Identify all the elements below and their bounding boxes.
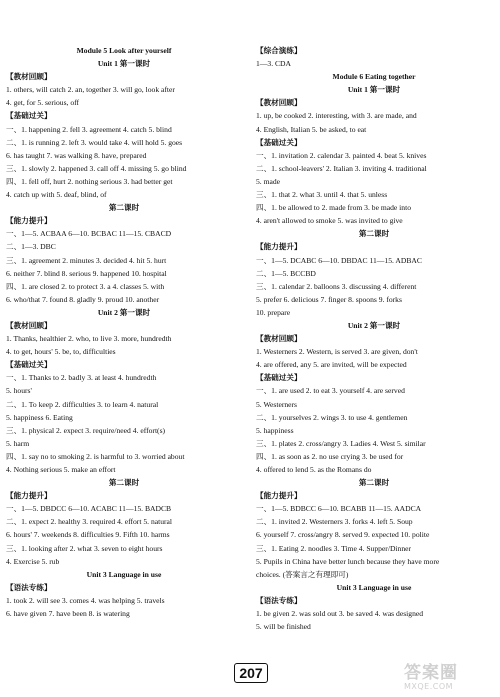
answer-line: 三、1. slowly 2. happened 3. call off 4. missing 5. go blind (6, 163, 187, 173)
answer-line: 4. catch up with 5. deaf, blind, of (6, 190, 107, 200)
section-title: Unit 3 Language in use (86, 569, 162, 579)
answer-line: 4. are offered, any 5. are invited, will be expected (256, 360, 407, 370)
answer-line: 1. others, will catch 2. an, together 3. will go, look after (6, 85, 175, 95)
answer-line: 6. hours' 7. weekends 8. difficulties 9. Fifth 10. harms (6, 530, 170, 540)
answer-line: 二、1. expect 2. healthy 3. required 4. effort 5. natural (6, 517, 173, 527)
answer-line: 二、1—5. BCCBD (256, 268, 316, 278)
right-answer-column (256, 44, 492, 633)
watermark-url: MXQE.COM (404, 682, 454, 691)
answer-line: 二、1. is running 2. left 3. would take 4. will hold 5. goes (6, 137, 183, 147)
answer-line: 一、1. happening 2. fell 3. agreement 4. catch 5. blind (6, 124, 172, 134)
answer-line: 四、1. be allowed to 2. made from 3. be made into (256, 203, 412, 213)
section-title: Unit 3 Language in use (336, 582, 412, 592)
answer-line: 5. hours' (6, 386, 32, 396)
answer-line: 6. yourself 7. cross/angry 8. served 9. expected 10. polite (256, 530, 430, 540)
answer-line: 二、1. school-leavers' 2. Italian 3. inviting 4. traditional (256, 163, 427, 173)
answer-line: 三、1. that 2. what 3. until 4. that 5. unless (256, 190, 388, 200)
answer-line: 1. took 2. will see 3. comes 4. was helping 5. travels (6, 595, 165, 605)
left-answer-column (6, 44, 242, 620)
answer-line: 6. has taught 7. was walking 8. have, prepared (6, 150, 147, 160)
answer-line: 三、1. looking after 2. what 3. seven to eight hours (6, 543, 163, 553)
answer-line: 6. neither 7. blind 8. serious 9. happened 10. hospital (6, 268, 167, 278)
page-number: 207 (234, 663, 268, 683)
section-header: 【能力提升】 (256, 491, 302, 501)
section-header: 【语法专练】 (6, 582, 52, 592)
answer-line: 三、1. Eating 2. noodles 3. Time 4. Supper/Dinner (256, 543, 412, 553)
answer-line: 6. have given 7. have been 8. is watering (6, 609, 130, 619)
answer-line: 二、1—3. DBC (6, 242, 56, 252)
answer-line: 5. happiness 6. Eating (6, 412, 73, 422)
answer-line: 四、1. say no to smoking 2. is harmful to 3. worried about (6, 451, 185, 461)
answer-line: 四、1. as soon as 2. no use crying 3. be used for (256, 451, 404, 461)
section-title: Unit 1 第一课时 (97, 59, 151, 69)
answer-line: 四、1. are closed 2. to protect 3. a 4. classes 5. with (6, 281, 165, 291)
answer-line: 三、1. plates 2. cross/angry 3. Ladies 4. West 5. similar (256, 438, 426, 448)
section-title: Unit 2 第一课时 (347, 320, 401, 330)
answer-line: 4. to get, hours' 5. be, to, difficulties (6, 347, 116, 357)
answer-line: choices. (答案言之有理即可) (256, 569, 349, 579)
answer-line: 四、1. fell off, hurt 2. nothing serious 3. had better get (6, 176, 173, 186)
answer-line: 二、1. invited 2. Westerners 3. forks 4. left 5. Soup (256, 517, 413, 527)
section-header: 【基础过关】 (256, 137, 302, 147)
section-title: 第二课时 (108, 478, 140, 488)
answer-line: 10. prepare (256, 307, 291, 317)
answer-line: 一、1. Thanks to 2. badly 3. at least 4. hundredth (6, 373, 157, 383)
answer-line: 4. aren't allowed to smoke 5. was invited to give (256, 216, 403, 226)
answer-line: 一、1—5. BDBCC 6—10. BCABB 11—15. AADCA (256, 504, 422, 514)
answer-line: 三、1. physical 2. expect 3. require/need 4. effort(s) (6, 425, 166, 435)
answer-line: 1. Thanks, healthier 2. who, to live 3. more, hundredth (6, 334, 172, 344)
answer-line: 6. who/that 7. found 8. gladly 9. proud 10. another (6, 294, 160, 304)
answer-line: 5. happiness (256, 425, 294, 435)
section-header: 【基础过关】 (6, 360, 52, 370)
answer-line: 5. made (256, 176, 281, 186)
section-title: 第二课时 (358, 229, 390, 239)
answer-line: 1. up, be cooked 2. interesting, with 3. are made, and (256, 111, 417, 121)
answer-line: 一、1. are used 2. to eat 3. yourself 4. are served (256, 386, 405, 396)
answer-line: 1. be given 2. was sold out 3. be saved 4. was designed (256, 609, 424, 619)
answer-line: 5. will be finished (256, 622, 311, 632)
answer-line: 5. Westerners (256, 399, 298, 409)
answer-line: 1. Westerners 2. Western, is served 3. are given, don't (256, 347, 418, 357)
answer-line: 4. Exercise 5. rub (6, 556, 60, 566)
answer-line: 4. English, Italian 5. be asked, to eat (256, 124, 367, 134)
section-header: 【能力提升】 (256, 242, 302, 252)
section-title: 第二课时 (358, 478, 390, 488)
section-title: 第二课时 (108, 203, 140, 213)
answer-line: 一、1—5. ACBAA 6—10. BCBAC 11—15. CBACD (6, 229, 172, 239)
answer-line: 二、1. To keep 2. difficulties 3. to learn 4. natural (6, 399, 159, 409)
answer-line: 1—3. CDA (256, 59, 292, 69)
section-header: 【教材回顾】 (256, 98, 302, 108)
section-header: 【综合演练】 (256, 46, 302, 55)
answer-line: 三、1. agreement 2. minutes 3. decided 4. hit 5. hurt (6, 255, 167, 265)
answer-line: 4. Nothing serious 5. make an effort (6, 465, 116, 474)
answer-line: 5. Pupils in China have better lunch because they have more (256, 556, 440, 566)
answer-line: 二、1. yourselves 2. wings 3. to use 4. gentlemen (256, 412, 408, 422)
section-title: Unit 1 第一课时 (347, 85, 401, 95)
section-title: Module 5 Look after yourself (76, 46, 172, 55)
answer-line: 5. harm (6, 438, 30, 448)
section-header: 【基础过关】 (256, 373, 302, 383)
section-header: 【教材回顾】 (6, 320, 52, 330)
section-header: 【基础过关】 (6, 111, 52, 121)
watermark-text: 答案圈 (404, 663, 458, 683)
answer-line: 一、1. invitation 2. calendar 3. painted 4. beat 5. knives (256, 150, 427, 160)
section-header: 【语法专练】 (256, 595, 302, 605)
answer-line: 一、1—5. DBDCC 6—10. ACABC 11—15. BADCB (6, 504, 172, 514)
section-header: 【教材回顾】 (6, 72, 52, 82)
section-header: 【教材回顾】 (256, 334, 302, 344)
watermark-logo (404, 664, 498, 694)
answer-line: 5. prefer 6. delicious 7. finger 8. spoons 9. forks (256, 294, 402, 304)
section-title: Unit 2 第一课时 (97, 307, 151, 317)
answer-line: 一、1—5. DCABC 6—10. DBDAC 11—15. ADBAC (256, 255, 422, 265)
section-header: 【能力提升】 (6, 216, 52, 226)
answer-line: 4. get, for 5. serious, off (6, 98, 80, 108)
section-header: 【能力提升】 (6, 491, 52, 501)
answer-line: 4. offered to lend 5. as the Romans do (256, 465, 372, 474)
section-title: Module 6 Eating together (332, 72, 416, 82)
answer-line: 三、1. calendar 2. balloons 3. discussing 4. different (256, 281, 417, 291)
